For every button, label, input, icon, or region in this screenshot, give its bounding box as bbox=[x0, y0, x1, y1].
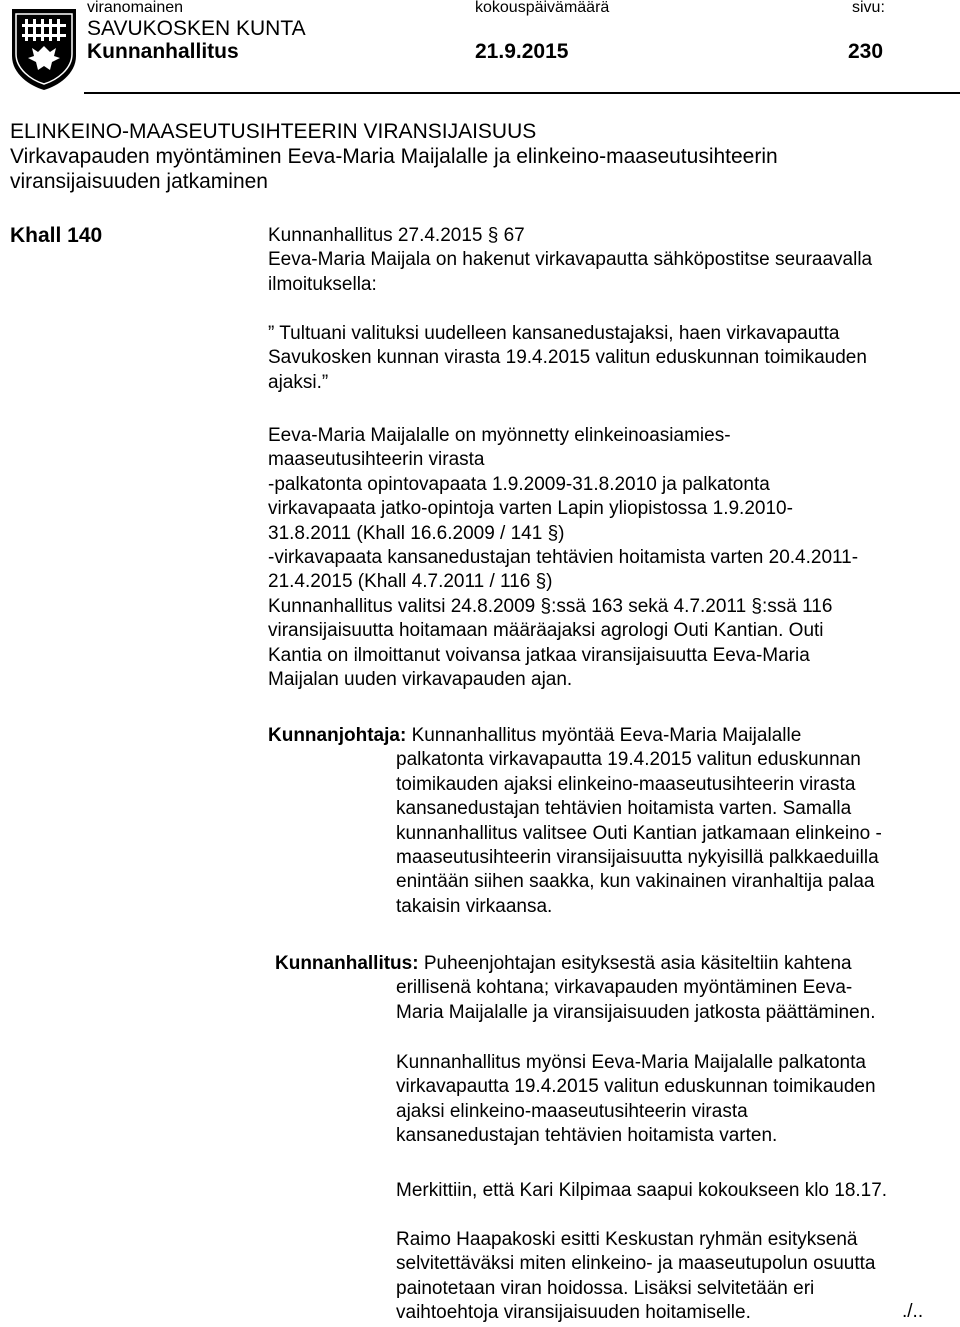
proposal-line: Kunnanhallitus myöntää Eeva-Maria Maijalalle bbox=[411, 725, 802, 746]
page-number: 230 bbox=[848, 40, 884, 63]
municipality-crest-logo bbox=[8, 6, 80, 92]
intro-line: ilmoituksella: bbox=[268, 273, 377, 295]
decision2-line: virkavapautta 19.4.2015 valitun eduskunnan toimikauden bbox=[396, 1076, 876, 1098]
proposal-label: Kunnanjohtaja: bbox=[268, 725, 407, 746]
decision-line: Puheenjohtajan esityksestä asia käsiteltiin kahtena bbox=[423, 953, 852, 974]
decision-line: Maria Maijalalle ja viransijaisuuden jatkosta päättäminen. bbox=[396, 1001, 876, 1023]
proposal-line: toimikauden ajaksi elinkeino-maaseutusihteerin virasta bbox=[396, 773, 856, 795]
organization-name: SAVUKOSKEN KUNTA bbox=[87, 17, 306, 40]
decision2-line: ajaksi elinkeino-maaseutusihteerin virasta bbox=[396, 1100, 748, 1122]
decision-continuation bbox=[396, 976, 875, 1025]
proposal-block bbox=[268, 724, 801, 748]
proposal-line: kansanedustajan tehtävien hoitamista varten. Samalla bbox=[396, 798, 852, 820]
continued-marker: ./.. bbox=[902, 1301, 924, 1322]
note2-line: Raimo Haapakoski esitti Keskustan ryhmän esityksenä bbox=[396, 1229, 858, 1250]
intro-block bbox=[268, 224, 872, 297]
note1-line: Merkittiin, että Kari Kilpimaa saapui kokoukseen klo 18.17. bbox=[396, 1180, 888, 1201]
proposal-line: maaseutusihteerin viransijaisuutta nykyisillä palkkaeduilla bbox=[396, 846, 879, 868]
quote-block bbox=[268, 322, 867, 395]
history-line: -palkatonta opintovapaata 1.9.2009-31.8.2010 ja palkatonta bbox=[268, 473, 770, 495]
note1-block bbox=[396, 1179, 887, 1203]
case-reference: Khall 140 bbox=[10, 224, 103, 247]
decision-block bbox=[275, 952, 852, 976]
decision2-line: kansanedustajan tehtävien hoitamista varten. bbox=[396, 1125, 778, 1147]
proposal-line: palkatonta virkavapautta 19.4.2015 valitun eduskunnan bbox=[396, 749, 861, 771]
decision2-block bbox=[396, 1051, 876, 1149]
history-block bbox=[268, 424, 858, 692]
body-name: Kunnanhallitus bbox=[87, 40, 239, 63]
section-subtitle-line2: viransijaisuuden jatkaminen bbox=[10, 170, 268, 193]
history-line: -virkavapaata kansanedustajan tehtävien hoitamista varten 20.4.2011- bbox=[268, 546, 859, 568]
meeting-date: 21.9.2015 bbox=[475, 40, 569, 63]
history-line: viransijaisuutta hoitamaan määräajaksi agrologi Outi Kantian. Outi bbox=[268, 620, 824, 642]
note2-line: painotetaan viran hoidossa. Lisäksi selvitetään eri bbox=[396, 1277, 815, 1299]
quote-line: Savukosken kunnan virasta 19.4.2015 valitun eduskunnan toimikauden bbox=[268, 347, 867, 369]
proposal-line: enintään siihen saakka, kun vakinainen viranhaltija palaa bbox=[396, 871, 875, 893]
history-line: Maijalan uuden virkavapauden ajan. bbox=[268, 668, 573, 690]
proposal-continuation bbox=[396, 748, 882, 919]
date-label: kokouspäivämäärä bbox=[475, 0, 610, 16]
header-rule bbox=[84, 92, 960, 94]
history-line: virkavapaata jatko-opintoja varten Lapin yliopistossa 1.9.2010- bbox=[268, 498, 793, 520]
page-label: sivu: bbox=[852, 0, 885, 16]
quote-line: ajaksi.” bbox=[268, 371, 329, 393]
history-line: Kantia on ilmoittanut voivansa jatkaa viransijaisuutta Eeva-Maria bbox=[268, 644, 810, 666]
recipient-label: viranomainen bbox=[87, 0, 184, 16]
history-line: Kunnanhallitus valitsi 24.8.2009 §:ssä 163 sekä 4.7.2011 §:ssä 116 bbox=[268, 595, 833, 617]
decision-line: erillisenä kohtana; virkavapauden myöntäminen Eeva- bbox=[396, 977, 853, 999]
intro-line: Eeva-Maria Maijala on hakenut virkavapautta sähköpostitse seuraavalla bbox=[268, 249, 873, 271]
section-heading: ELINKEINO-MAASEUTUSIHTEERIN VIRANSIJAISUUS bbox=[10, 120, 537, 143]
history-line: 21.4.2015 (Khall 4.7.2011 / 116 §) bbox=[268, 571, 553, 593]
note2-line: vaihtoehtoja viransijaisuuden hoitamiselle. bbox=[396, 1302, 751, 1324]
meeting-reference: Kunnanhallitus 27.4.2015 § 67 bbox=[268, 225, 525, 246]
quote-line: ” Tultuani valituksi uudelleen kansanedustajaksi, haen virkavapautta bbox=[268, 323, 840, 344]
decision2-line: Kunnanhallitus myönsi Eeva-Maria Maijalalle palkatonta bbox=[396, 1052, 866, 1073]
decision-label: Kunnanhallitus: bbox=[275, 953, 419, 974]
history-line: 31.8.2011 (Khall 16.6.2009 / 141 §) bbox=[268, 522, 565, 544]
history-line: Eeva-Maria Maijalalle on myönnetty elinkeinoasiamies- bbox=[268, 425, 731, 446]
note2-block bbox=[396, 1228, 876, 1326]
section-subtitle-line1: Virkavapauden myöntäminen Eeva-Maria Maijalalle ja elinkeino-maaseutusihteerin bbox=[10, 145, 778, 168]
proposal-line: takaisin virkaansa. bbox=[396, 895, 553, 917]
proposal-line: kunnanhallitus valitsee Outi Kantian jatkamaan elinkeino - bbox=[396, 822, 882, 844]
history-line: maaseutusihteerin virasta bbox=[268, 449, 485, 471]
note2-line: selvitettäväksi miten elinkeino- ja maaseutupolun osuutta bbox=[396, 1253, 876, 1275]
